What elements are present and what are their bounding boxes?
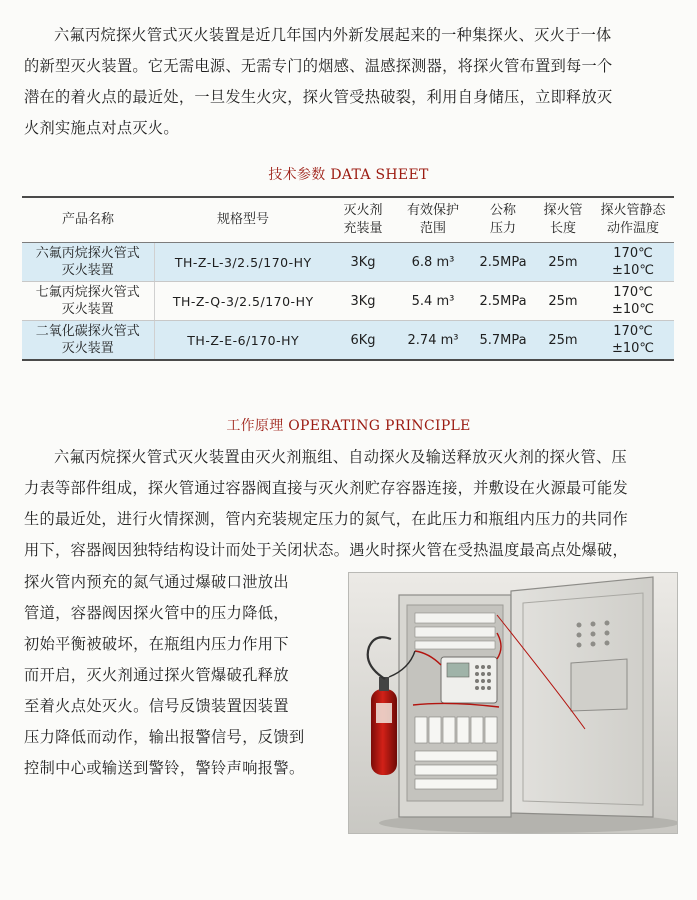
header-pressure: 公称 压力	[472, 197, 534, 243]
product-photo	[348, 572, 678, 834]
principle-paragraph	[24, 442, 670, 566]
principle-line: 而开启，灭火剂通过探火管爆破孔释放	[24, 666, 289, 684]
cell-charge: 3Kg	[332, 243, 394, 282]
cell-pressure: 2.5MPa	[472, 243, 534, 282]
principle-line: 力表等部件组成，探火管通过容器阀直接与灭火剂贮存容器连接，并敷设在火源最可能发	[24, 479, 629, 497]
principle-line: 六氟丙烷探火管式灭火装置由灭火剂瓶组、自动探火及输送释放灭火剂的探火管、压	[54, 448, 628, 466]
principle-line: 用下，容器阀因独特结构设计而处于关闭状态。遇火时探火管在受热温度最高点处爆破，	[24, 541, 629, 559]
cell-length: 25m	[534, 321, 592, 361]
datasheet-table	[22, 196, 674, 361]
header-range: 有效保护 范围	[394, 197, 472, 243]
cell-product-name: 六氟丙烷探火管式 灭火装置	[22, 243, 154, 282]
table-row	[22, 243, 674, 282]
cell-length: 25m	[534, 243, 592, 282]
header-model: 规格型号	[154, 197, 332, 243]
cell-model: TH-Z-L-3/2.5/170-HY	[154, 243, 332, 282]
cell-pressure: 5.7MPa	[472, 321, 534, 361]
cell-model: TH-Z-Q-3/2.5/170-HY	[154, 282, 332, 321]
cell-product-name: 七氟丙烷探火管式 灭火装置	[22, 282, 154, 321]
cell-model: TH-Z-E-6/170-HY	[154, 321, 332, 361]
cell-charge: 6Kg	[332, 321, 394, 361]
header-temp: 探火管静态 动作温度	[592, 197, 674, 243]
cell-temp: 170℃±10℃	[592, 243, 674, 282]
table-row	[22, 321, 674, 361]
cell-temp: 170℃±10℃	[592, 282, 674, 321]
principle-line: 压力降低而动作，输出报警信号，反馈到	[24, 728, 305, 746]
intro-paragraph	[24, 20, 670, 144]
principle-line: 生的最近处，进行火情探测，管内充装规定压力的氮气，在此压力和瓶组内压力的共同作	[24, 510, 629, 528]
header-product-name: 产品名称	[22, 197, 154, 243]
cell-temp: 170℃±10℃	[592, 321, 674, 361]
principle-wrap-paragraph	[24, 567, 324, 784]
cell-product-name: 二氧化碳探火管式 灭火装置	[22, 321, 154, 361]
principle-line: 探火管内预充的氮气通过爆破口泄放出	[24, 573, 289, 591]
table-row	[22, 282, 674, 321]
table-header-row	[22, 197, 674, 243]
cell-charge: 3Kg	[332, 282, 394, 321]
principle-line: 至着火点处灭火。信号反馈装置因装置	[24, 697, 289, 715]
principle-line: 初始平衡被破坏，在瓶组内压力作用下	[24, 635, 289, 653]
intro-line: 六氟丙烷探火管式灭火装置是近几年国内外新发展起来的一种集探火、灭火于一体	[54, 26, 612, 44]
intro-line: 的新型灭火装置。它无需电源、无需专门的烟感、温感探测器，将探火管布置到每一个	[24, 57, 613, 75]
cell-range: 5.4 m³	[394, 282, 472, 321]
header-length: 探火管 长度	[534, 197, 592, 243]
header-charge: 灭火剂 充装量	[332, 197, 394, 243]
cell-pressure: 2.5MPa	[472, 282, 534, 321]
datasheet-title: 技术参数 DATA SHEET	[268, 167, 429, 183]
intro-line: 潜在的着火点的最近处，一旦发生火灾，探火管受热破裂，利用自身储压，立即释放灭	[24, 88, 613, 106]
principle-title: 工作原理 OPERATING PRINCIPLE	[226, 418, 471, 434]
intro-line: 火剂实施点对点灭火。	[24, 119, 179, 137]
cell-length: 25m	[534, 282, 592, 321]
cell-range: 6.8 m³	[394, 243, 472, 282]
principle-line: 控制中心或输送到警铃，警铃声响报警。	[24, 759, 305, 777]
cabinet-illustration	[349, 573, 677, 833]
principle-line: 管道，容器阀因探火管中的压力降低，	[24, 604, 289, 622]
cell-range: 2.74 m³	[394, 321, 472, 361]
